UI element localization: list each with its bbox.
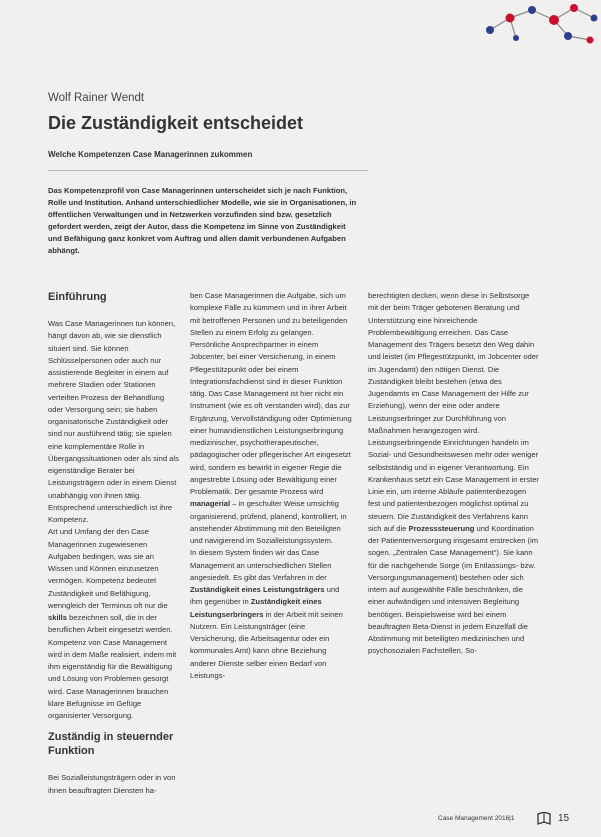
page-number: 15: [558, 813, 570, 824]
paragraph: Leistungserbringende Einrichtungen handeln im Sozial- und Gesundheitswesen mehr oder weniger selbstständig und in eigener Verantwortung. Ein Krankenhaus setzt ein Case Management in erster Linie ein, um interne Abläufe patientenbezogen fest und patientenbezogen möglichst optimal zu steuern. Die Zuständigkeit des Verfahrens kann sich auf die Prozesssteuerung und Koordination der Patientenversorgung insgesamt erstrecken (im sogen. „Zentralen Case Management“). Sie kann für die nachgehende Sorge (im Entlassungs- bzw. Versorgungsmanagement) bestehen oder sich intern auf ausgewählte Fälle beschränken, die einer aufwändigen und intensiven Begleitung benötigen. Beispielsweise wird bei einem beauftragten Beta-Dienst in jedem Einzelfall die Abstimmung mit beteiligten medizinischen und psychosozialen Fachstellen, So-: [368, 438, 539, 656]
article-author: Wolf Rainer Wendt: [48, 92, 145, 104]
emphasis: Zuständigkeit eines Leistungserbringers: [190, 597, 322, 619]
column-3: [368, 290, 540, 658]
emphasis: managerial: [190, 499, 231, 509]
article-abstract: [48, 185, 360, 256]
molecule-network-graphic: [470, 0, 601, 48]
title-divider: [48, 170, 368, 171]
article-subtitle: Welche Kompetenzen Case Managerinnen zukommen: [48, 150, 253, 159]
emphasis: skills: [48, 613, 67, 622]
emphasis: Zuständigkeit eines Leistungsträgers: [190, 585, 325, 594]
footer-journal: Case Management 2016|1: [438, 815, 515, 822]
section-heading-zustaendig: Zuständig in steuernder Funktion: [48, 731, 174, 758]
paragraph: In diesem System finden wir das Case Management an unterschiedlichen Stellen angesiedelt. Es gibt das Verfahren in der Zuständigkeit eines Leistungsträgers und ihm gegenüber in Zuständigkeit eines Leistungserbringers in der Arbeit mit seinen Nutzern. Ein Leistungsträger (eine Versicherung, die Arbeitsagentur oder ein kommunales Amt) kann ohne Beziehung anderer Dienste selber einen Bedarf von Leistungs-: [190, 548, 343, 680]
paragraph: ben Case Managerinnen die Aufgabe, sich um komplexe Fälle zu kümmern und in ihrer Arbeit mit betroffenen Personen und zu beteiligenden Stellen zu einem Erfolg zu gelangen. Persönliche Ansprechpartner in einem Jobcenter, bei einer Versicherung, in einem Pflegestützpunkt oder bei einem Integrationsfachdienst sind in dieser Funktion tätig. Das Case Management ist hier nicht ein Instrument (wie es oft verstanden wird), das zur Ergänzung, Vervollständigung oder Optimierung einer humandienstlichen Leistungserbringung medizinischer, psychotherapeutischer, pädagogischer oder pflegerischer Art eingesetzt wird, sondern es bewirkt in eigener Regie die angestrebte Lösung oder Bewältigung einer Problematik. Der gesamte Prozess wird managerial – in geschulter Weise umsichtig organisierend, prüfend, planend, kontrolliert, in anstehender Abstimmung mit den Beteiligten und navigierend im Sozialleistungssystem.: [190, 291, 352, 545]
paragraph: Bei Sozialleistungsträgern oder in von ihnen beauftragten Diensten ha-: [48, 773, 176, 795]
column-1: [48, 290, 179, 797]
open-book-icon: [537, 812, 551, 825]
paragraph: Was Case Managerinnen tun können, hängt davon ab, wie sie dienstlich situiert sind. Sie können Schlüsselpersonen oder auch nur assistierende Begleiter in einem auf mehrere Stadien oder Stationen verteilten Prozess der Behandlung oder Versorgung sein; sie haben organisatorische Zuständigkeit oder sind nur ausführend tätig; sie spielen eine komplementäre Rolle in Übergangssituationen oder als sind als eigenständige Berater bei Leistungsträgern oder in einem Dienst unabhängig von ihnen tätig. Entsprechend unterschiedlich ist ihre Kompetenz.: [48, 319, 179, 524]
section-heading-einfuehrung: Einführung: [48, 291, 107, 303]
column-2: [190, 290, 353, 682]
paragraph: Art und Umfang der den Case Managerinnen zugewiesenen Aufgaben bedingen, was sie an Wissen und Können einzusetzen vermögen. Kompetenz bedeutet Zuständigkeit und Befähigung, wenngleich der Terminus oft nur die skills bezeichnen soll, die in der beruflichen Arbeit eingesetzt werden. Kompetenz von Case Management wird in dem Maße realisiert, indem mit ihm eigenständig für die Bewältigung und Lösung von Problemen gesorgt wird. Case Managerinnen brauchen klare Befugnisse im Gefüge organisierter Versorgung.: [48, 527, 177, 720]
emphasis: Prozesssteuerung: [408, 523, 475, 533]
article-title: Die Zuständigkeit entscheidet: [48, 113, 304, 133]
abstract-text: Das Kompetenzprofil von Case Managerinnen unterscheidet sich je nach Funktion, Rolle und Institution. Anhand unterschiedlicher Modelle, wie sie in Organisationen, in öffentlichen Verwaltungen und in Netzwerken vorzufinden sind bzw. gesetzlich gefordert werden, zeigt der Autor, dass die Kompetenz im Sinne von Zuständigkeit und Befähigung ganz konkret vom Auftrag und allen damit verbundenen Aufgaben abhängt.: [48, 186, 357, 255]
paragraph: berechtigten decken, wenn diese in Selbstsorge mit der beim Träger gebotenen Beratung und Unterstützung eine hinreichende Problembewältigung erreichen. Das Case Management des Trägers besetzt den Weg dahin und leistet (im Pflegestützpunkt, im Jobcenter oder im Jugendamt) den nötigen Dienst. Die Zuständigkeit bleibt bestehen (etwa des Jugendamts im Case Management der Hilfe zur Erziehung), wenn der eine oder andere Leistungserbringer zur Durchführung von Maßnahmen herangezogen wird.: [368, 291, 539, 435]
